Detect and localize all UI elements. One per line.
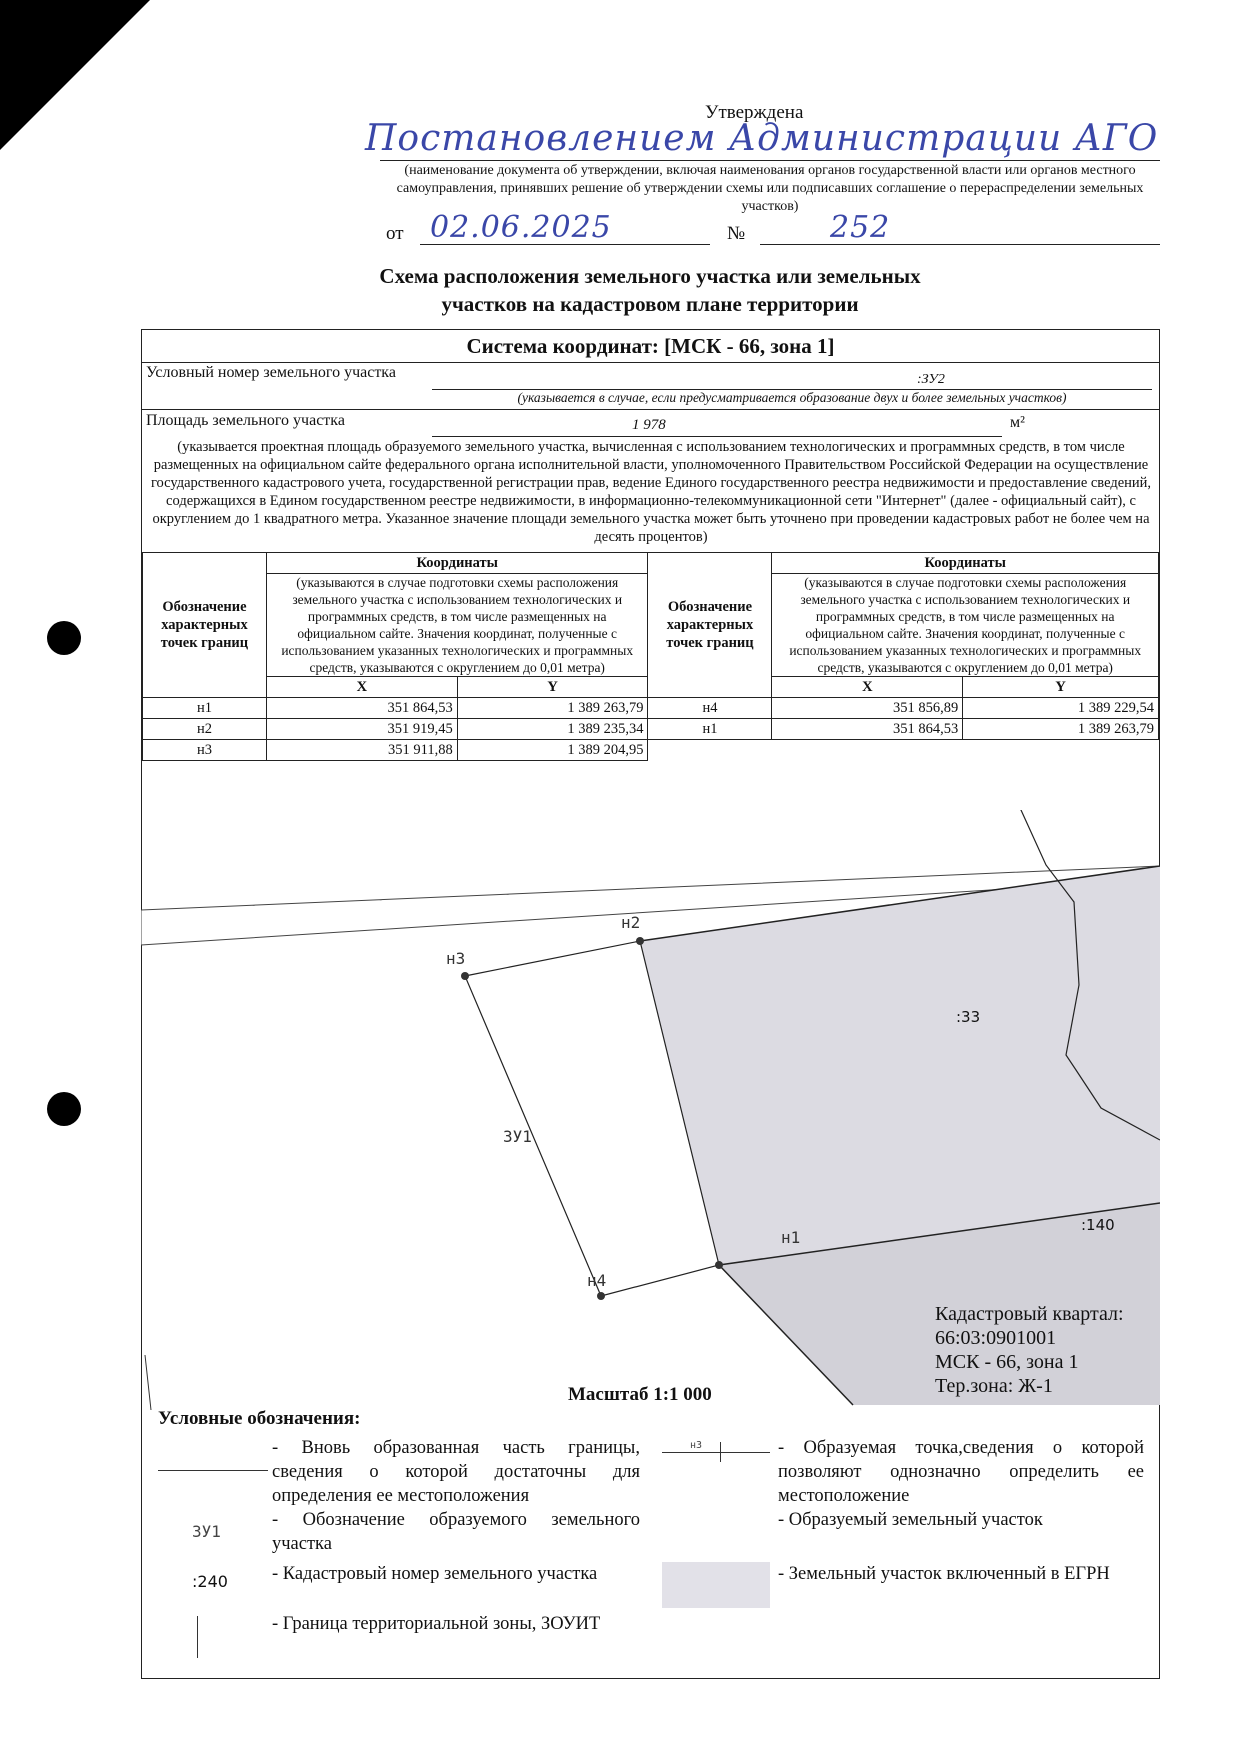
coords-header: Координаты: [266, 553, 648, 574]
legend-egrn-sample: [662, 1562, 770, 1608]
legend-cad-number: - Кадастровый номер земельного участка: [272, 1564, 598, 1584]
point-header: Обозначение характерных точек границ: [648, 553, 772, 698]
cadastral-block-info: Кадастровый квартал: 66:03:0901001 МСК - 66, зона 1 Тер.зона: Ж-1: [935, 1303, 1124, 1397]
legend-title: Условные обозначения:: [158, 1408, 361, 1429]
punch-hole: [47, 1092, 81, 1126]
document-title: Схема расположения земельного участка или земельных участков на кадастровом плане территории: [379, 264, 921, 316]
scan-corner-mark: [0, 0, 150, 150]
legend-new-point-sample: н3: [662, 1442, 770, 1462]
legend-zu-designation: - Обозначение образуемого земельного участка: [272, 1510, 640, 1554]
approved-label: Утверждена: [705, 102, 804, 123]
area-label: Площадь земельного участка: [146, 412, 345, 429]
legend-egrn-parcel: - Земельный участок включенный в ЕГРН: [778, 1564, 1110, 1584]
x-header: X: [266, 677, 457, 698]
legend-new-boundary-sample: [158, 1470, 268, 1471]
parcel-number-label: Условный номер земельного участка: [146, 364, 396, 381]
coordinates-table: [142, 552, 1159, 761]
map-scale: Масштаб 1:1 000: [568, 1384, 712, 1405]
parcel-number-note: (указывается в случае, если предусматривается образование двух и более земельных участков): [517, 390, 1067, 405]
label-parcel-33: :33: [956, 1008, 981, 1026]
label-n4: н4: [587, 1271, 607, 1290]
point-n3: [461, 972, 469, 980]
punch-hole: [47, 621, 81, 655]
approval-number: 252: [830, 210, 891, 245]
area-note: (указывается проектная площадь образуемого земельного участка, вычисленная с использованием технологических и программных средств, в том числе размещенных на официальном сайте федерального органа исполнительной власти, уполномоченного Правительством Российской Федерации на осуществление государственного кадастрового учета, государственной регистрации прав, ведение Единого государственного реестра недвижимости и предоставление сведений, содержащихся в Едином государственном реестре недвижимости, в информационно-телекоммуникационной сети "Интернет" (далее - официальный сайт), с округлением до 1 квадратного метра. Указанное значение площади земельного участка может быть уточнено при проведении кадастровых работ не более чем на десять процентов): [150, 439, 1152, 545]
coordinate-system: Система координат: [МСК - 66, зона 1]: [142, 330, 1159, 363]
x-header: X: [772, 677, 963, 698]
point-n1: [715, 1261, 723, 1269]
approval-date: 02.06.2025: [430, 210, 612, 245]
label-n3: н3: [446, 949, 466, 968]
legend-new-boundary: - Вновь образованная часть границы, сведения о которой достаточны для определения ее местоположения: [272, 1438, 640, 1506]
legend-zone-border-sample: [197, 1616, 198, 1658]
table-row: н2 351 919,45 1 389 235,34 н1 351 864,53 1 389 263,79: [143, 719, 1159, 740]
area-unit: м²: [1010, 414, 1025, 431]
label-n2: н2: [621, 913, 641, 932]
point-header: Обозначение характерных точек границ: [143, 553, 267, 698]
parcel-number: :ЗУ2: [917, 372, 945, 387]
approval-document-note: (наименование документа об утверждении, включая наименования органов государственной власти или органов местного самоуправления, принявших решение об утверждении схемы или подписавших соглашение о перераспределении земельных участков): [396, 163, 1144, 214]
number-label: №: [727, 223, 746, 244]
label-zu1: ЗУ1: [503, 1127, 532, 1146]
legend-new-parcel: - Образуемый земельный участок: [778, 1510, 1043, 1530]
point-n2: [636, 937, 644, 945]
coords-note: (указываются в случае подготовки схемы расположения земельного участка с использованием технологических и программных средств, в том числе размещенных на официальном сайте. Значения координат, полученные с использованием указанных технологических и программных средств, указываются с округлением до 0,01 метра): [266, 574, 648, 677]
legend-new-point: - Образуемая точка,сведения о которой позволяют однозначно определить ее местоположение: [778, 1438, 1144, 1506]
legend-zone-border: - Граница территориальной зоны, ЗОУИТ: [272, 1614, 601, 1634]
parcel-area: 1 978: [632, 417, 666, 433]
approval-document-name: Постановлением Администрации АГО: [365, 118, 1159, 159]
coords-note: (указываются в случае подготовки схемы расположения земельного участка с использованием технологических и программных средств, в том числе размещенных на официальном сайте. Значения координат, полученные с использованием указанных технологических и программных средств, указываются с округлением до 0,01 метра): [772, 574, 1159, 677]
y-header: Y: [963, 677, 1159, 698]
label-n1: н1: [781, 1228, 801, 1247]
y-header: Y: [457, 677, 648, 698]
coords-header: Координаты: [772, 553, 1159, 574]
legend-cad-sample: :240: [192, 1572, 228, 1591]
table-row: н3 351 911,88 1 389 204,95: [143, 740, 1159, 761]
label-parcel-140: :140: [1081, 1216, 1115, 1234]
table-row: н1 351 864,53 1 389 263,79 н4 351 856,89 1 389 229,54: [143, 698, 1159, 719]
point-n4: [597, 1292, 605, 1300]
legend-zu-sample: ЗУ1: [192, 1522, 221, 1541]
parcel-33: [640, 866, 1160, 1265]
date-label: от: [386, 223, 404, 244]
